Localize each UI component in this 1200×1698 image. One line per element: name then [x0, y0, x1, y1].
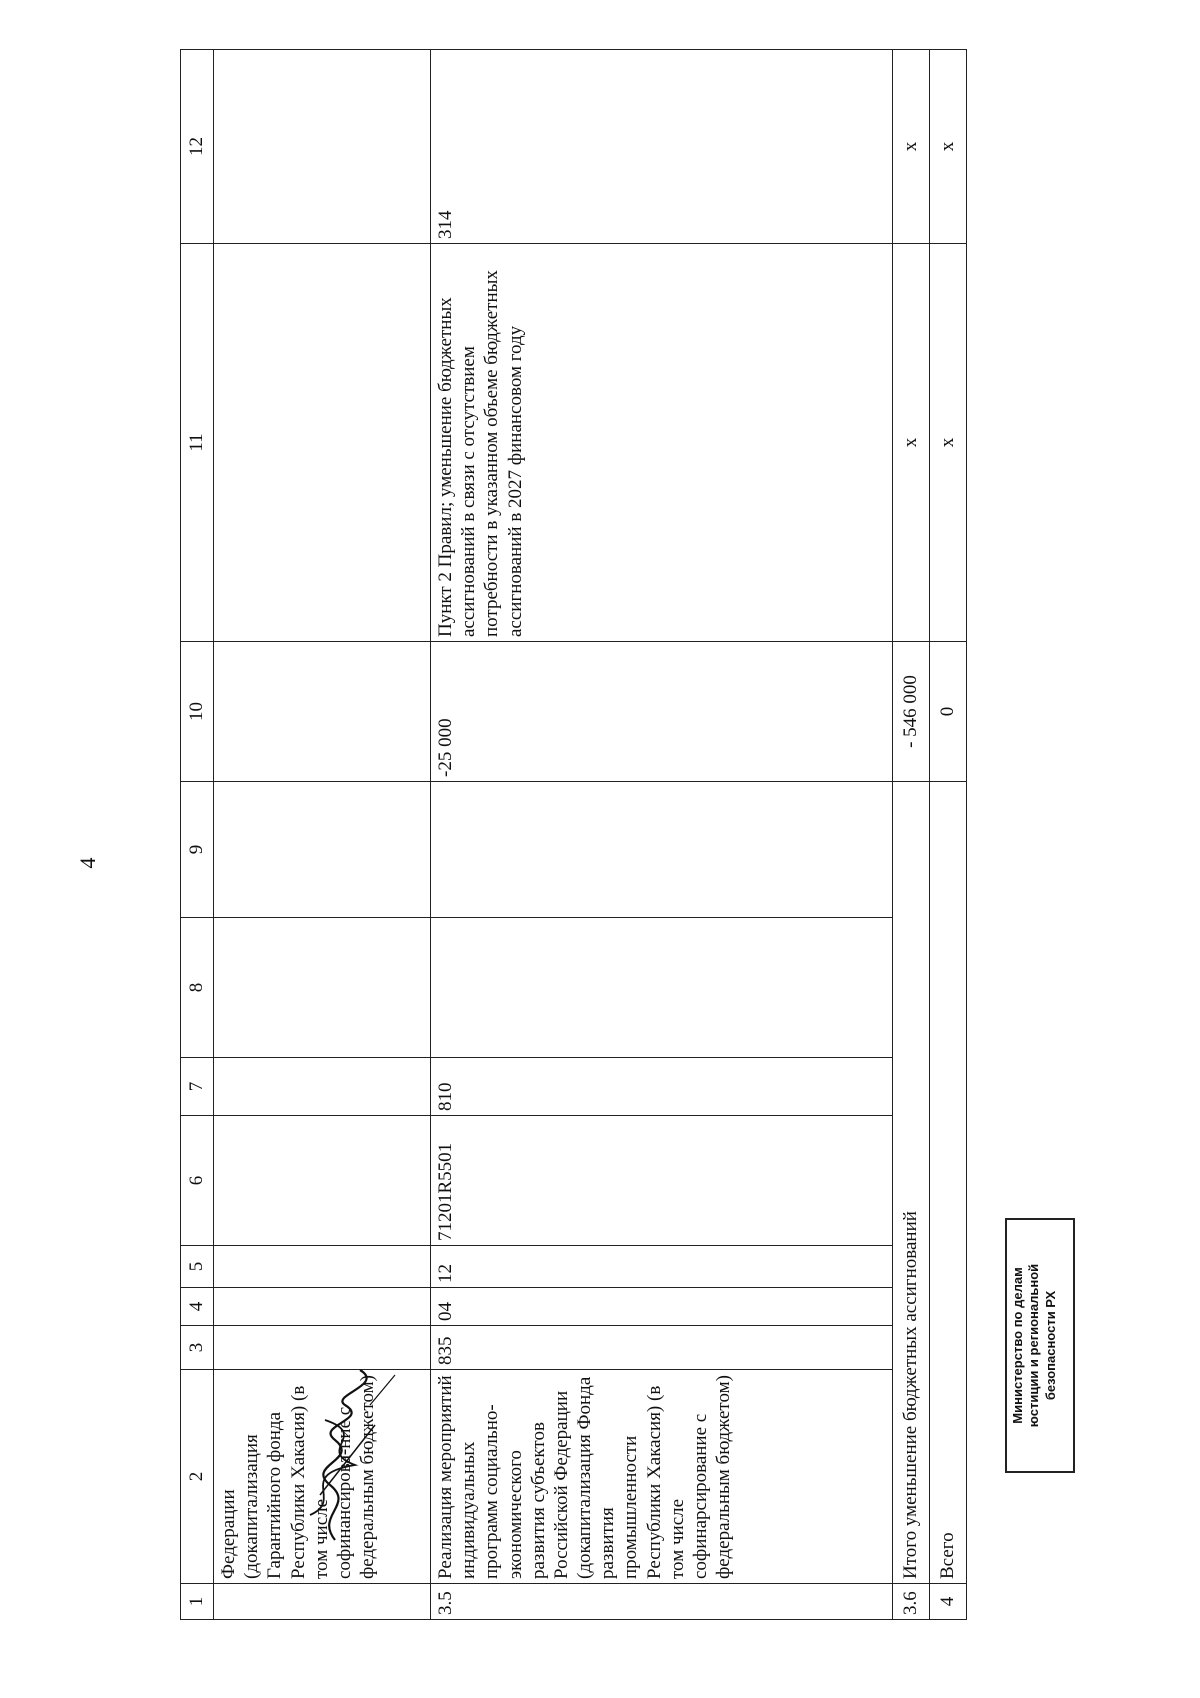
cell-code [214, 50, 431, 244]
col-number: 10 [181, 642, 214, 782]
cell-ministry [214, 1326, 431, 1370]
col-number: 12 [181, 50, 214, 244]
grand-total-c12: х [930, 50, 967, 244]
table-row [431, 50, 893, 1620]
cell-subsection: 12 [431, 1246, 893, 1288]
cell-code: 314 [431, 50, 893, 244]
col-number: 3 [181, 1326, 214, 1370]
cell-subsection [214, 1246, 431, 1288]
col-number: 2 [181, 1370, 214, 1584]
col-number: 11 [181, 244, 214, 642]
cell-target-article: 71201R5501 [431, 1116, 893, 1246]
grand-total-label: Всего [930, 782, 967, 1584]
grand-total-c11: х [930, 244, 967, 642]
cell-amount [214, 642, 431, 782]
grand-total-row [930, 50, 967, 1620]
col-number: 6 [181, 1116, 214, 1246]
col-number: 9 [181, 782, 214, 918]
total-decrease-row [893, 50, 930, 1620]
cell-col9 [431, 782, 893, 918]
cell-num: 3.6 [893, 1584, 930, 1620]
cell-basis: Пункт 2 Правил; уменьшение бюджетных ассигнований в связи с отсутствием потребности в указанном объеме бюджетных ассигнований в 2027 финансовом году [431, 244, 893, 642]
total-decrease-c12: х [893, 50, 930, 244]
cell-name: Реализация мероприятий индивидуальных программ социально-экономического развития субъектов Российской Федерации (докапитализация Фонда развития промышленности Республики Хакасия) (в том числе софинарсирование с федеральным бюджетом) [431, 1370, 893, 1584]
cell-num [214, 1584, 431, 1620]
signature [275, 1365, 405, 1545]
cell-ministry: 835 [431, 1326, 893, 1370]
total-decrease-amount: - 546 000 [893, 642, 930, 782]
column-number-row [181, 50, 214, 1620]
col-number: 4 [181, 1288, 214, 1326]
col-number: 8 [181, 918, 214, 1058]
ministry-stamp [1005, 1208, 1083, 1473]
col-number: 7 [181, 1058, 214, 1116]
cell-expense-type [214, 1058, 431, 1116]
cell-expense-type: 810 [431, 1058, 893, 1116]
stamp-line: юстиции и региональной [1026, 1263, 1042, 1428]
cell-name: Федерации (докапитализация Гарантийного фонда Республики Хакасия) (в том числе софинансирова-ние с федеральным бюджетом) [214, 1370, 431, 1584]
cell-amount: -25 000 [431, 642, 893, 782]
page-number: 4 [75, 857, 100, 869]
stamp-line: Министерство по делам [1010, 1267, 1025, 1424]
cell-col8 [214, 918, 431, 1058]
total-decrease-c11: х [893, 244, 930, 642]
cell-section [214, 1288, 431, 1326]
total-decrease-label: Итого уменьшение бюджетных ассигнований [893, 782, 930, 1584]
stamp-line: безопасности РХ [1042, 1290, 1058, 1401]
cell-target-article [214, 1116, 431, 1246]
cell-col9 [214, 782, 431, 918]
cell-basis [214, 244, 431, 642]
cell-section: 04 [431, 1288, 893, 1326]
cell-col8 [431, 918, 893, 1058]
col-number: 1 [181, 1584, 214, 1620]
cell-num: 3.5 [431, 1584, 893, 1620]
grand-total-amount: 0 [930, 642, 967, 782]
col-number: 5 [181, 1246, 214, 1288]
cell-num: 4 [930, 1584, 967, 1620]
